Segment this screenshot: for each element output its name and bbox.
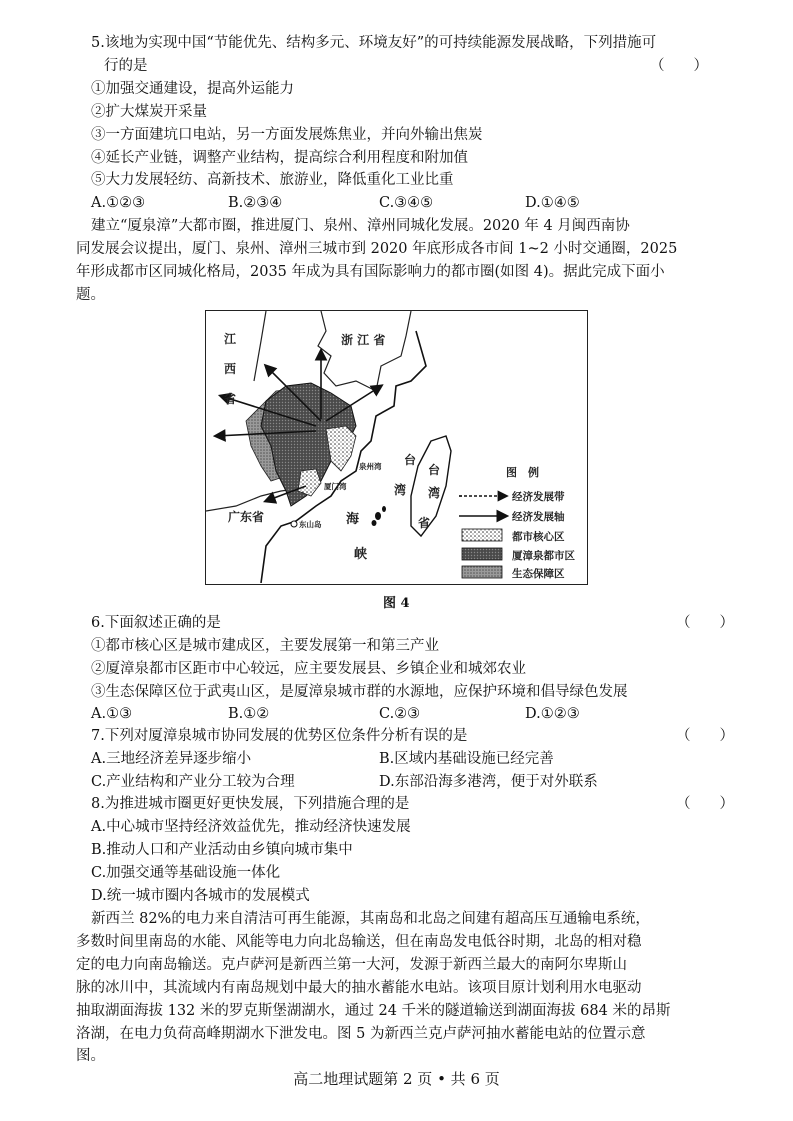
q6-item-2: ②厦漳泉都市区距市中心较远，应主要发展县、乡镇企业和城郊农业 — [91, 661, 526, 677]
label-quanzhou-bay: 泉州湾 — [359, 462, 382, 471]
passage2-line1: 新西兰 82%的电力来自清洁可再生能源，其南岛和北岛之间建有超高压互通输电系统， — [91, 911, 650, 927]
q7-option-d: D.东部沿海多港湾，便于对外联系 — [379, 774, 598, 790]
q5-option-a: A.①②③ — [91, 195, 146, 211]
coastal-islands — [372, 506, 387, 526]
q5-option-b: B.②③④ — [228, 195, 283, 211]
q6-option-b: B.①② — [228, 706, 270, 722]
page-footer: 高二地理试题第 2 页 • 共 6 页 — [293, 1070, 500, 1088]
q8-answer-paren: （ ） — [676, 796, 734, 812]
q5-stem-line2: 行的是 — [104, 58, 148, 74]
legend-eco-swatch — [462, 566, 502, 578]
passage2-line5: 抽取湖面海拔 132 米的罗克斯堡湖湖水，通过 24 千米的隧道输送到湖面海拔 684 米的昂斯 — [76, 1003, 671, 1019]
q5-stem-line1: 5.该地为实现中国“节能优先、结构多元、环境友好”的可持续能源发展战略，下列措施可 — [91, 35, 657, 51]
q6-item-3: ③生态保障区位于武夷山区，是厦漳泉城市群的水源地，应保护环境和倡导绿色发展 — [91, 684, 628, 700]
label-taiwan-prov-wan: 湾 — [428, 486, 441, 500]
q5-option-d: D.①④⑤ — [525, 195, 580, 211]
q7-option-b: B.区域内基础设施已经完善 — [379, 751, 554, 767]
core-area-south — [298, 469, 321, 496]
passage2-line7: 图。 — [76, 1048, 105, 1064]
q5-item-4: ④延长产业链，调整产业结构，提高综合利用程度和附加值 — [91, 150, 468, 166]
legend-axis-label: 经济发展轴 — [512, 511, 565, 523]
q8-stem: 8.为推进城市圈更好更快发展，下列措施合理的是 — [91, 796, 410, 812]
passage1-line1: 建立“厦泉漳”大都市圈，推进厦门、泉州、漳州同城化发展。2020 年 4 月闽西南协 — [91, 218, 630, 234]
q6-stem: 6.下面叙述正确的是 — [91, 615, 221, 631]
label-zhejiang: 浙 江 省 — [341, 333, 386, 347]
q7-option-a: A.三地经济差异逐步缩小 — [91, 751, 252, 767]
q8-option-d: D.统一城市圈内各城市的发展模式 — [91, 888, 310, 904]
q8-option-b: B.推动人口和产业活动由乡镇向城市集中 — [91, 842, 353, 858]
label-guangdong: 广东省 — [228, 510, 265, 524]
q6-option-d: D.①②③ — [525, 706, 580, 722]
q8-option-a: A.中心城市坚持经济效益优先，推动经济快速发展 — [91, 819, 411, 835]
q7-option-c: C.产业结构和产业分工较为合理 — [91, 774, 295, 790]
passage1-line3: 年形成都市区同城化格局，2035 年成为具有国际影响力的都市圈(如图 4)。据此完成下面小 — [76, 264, 665, 280]
legend-title: 图 例 — [506, 466, 539, 479]
passage2-line3: 定的电力向南岛输送。克卢萨河是新西兰第一大河，发源于新西兰最大的南阿尔卑斯山 — [76, 957, 627, 973]
label-jiangxi-2: 西 — [224, 362, 237, 376]
core-area — [326, 426, 356, 471]
passage2-line2: 多数时间里南岛的水能、风能等电力向北岛输送，但在南岛发电低谷时期，北岛的相对稳 — [76, 934, 642, 950]
label-strait-1: 海 — [346, 512, 360, 527]
label-taiwan-prov-tai: 台 — [428, 463, 441, 477]
legend-core-swatch — [462, 529, 502, 541]
q6-option-a: A.①③ — [91, 706, 133, 722]
legend-belt-label: 经济发展带 — [512, 491, 565, 503]
label-taiwan-strait-wan: 湾 — [394, 483, 407, 497]
q6-item-1: ①都市核心区是城市建成区，主要发展第一和第三产业 — [91, 638, 439, 654]
label-dongshan-island: 东山岛 — [299, 520, 322, 529]
label-strait-2: 峡 — [354, 547, 368, 562]
legend-metro-swatch — [462, 548, 502, 560]
passage2-line4: 脉的冰川中，其流域内有南岛规划中最大的抽水蓄能水电站。该项目原计划利用水电驱动 — [76, 980, 642, 996]
q7-answer-paren: （ ） — [676, 728, 734, 744]
passage2-line6: 洛湖，在电力负荷高峰期湖水下泄发电。图 5 为新西兰克卢萨河抽水蓄能电站的位置示意 — [76, 1026, 646, 1042]
label-taiwan-prov-sheng: 省 — [418, 516, 431, 530]
q7-stem: 7.下列对厦漳泉城市协同发展的优势区位条件分析有误的是 — [91, 728, 468, 744]
q5-item-2: ②扩大煤炭开采量 — [91, 104, 207, 120]
q6-answer-paren: （ ） — [676, 615, 734, 631]
legend-metro-label: 厦漳泉都市区 — [512, 550, 575, 562]
figure-4-map — [205, 310, 588, 585]
label-jiangxi-3: 省 — [224, 392, 237, 406]
q5-option-c: C.③④⑤ — [379, 195, 434, 211]
map-legend — [459, 465, 575, 580]
q5-item-5: ⑤大力发展轻纺、高新技术、旅游业，降低重化工业比重 — [91, 172, 454, 188]
q6-option-c: C.②③ — [379, 706, 421, 722]
label-xiamen-bay: 厦门湾 — [324, 482, 347, 491]
label-taiwan-strait-tai: 台 — [404, 453, 417, 467]
figure-4-caption: 图 4 — [383, 596, 410, 611]
label-jiangxi-1: 江 — [224, 332, 237, 346]
q5-answer-paren: （ ） — [650, 58, 708, 74]
passage1-line2: 同发展会议提出，厦门、泉州、漳州三城市到 2020 年底形成各市间 1~2 小时交通圈，2025 — [76, 241, 678, 257]
q8-option-c: C.加强交通等基础设施一体化 — [91, 865, 281, 881]
q5-item-3: ③一方面建坑口电站，另一方面发展炼焦业，并向外输出焦炭 — [91, 127, 483, 143]
q5-item-1: ①加强交通建设，提高外运能力 — [91, 81, 294, 97]
passage1-line4: 题。 — [76, 287, 105, 303]
legend-core-label: 都市核心区 — [512, 531, 565, 543]
legend-eco-label: 生态保障区 — [512, 568, 565, 580]
